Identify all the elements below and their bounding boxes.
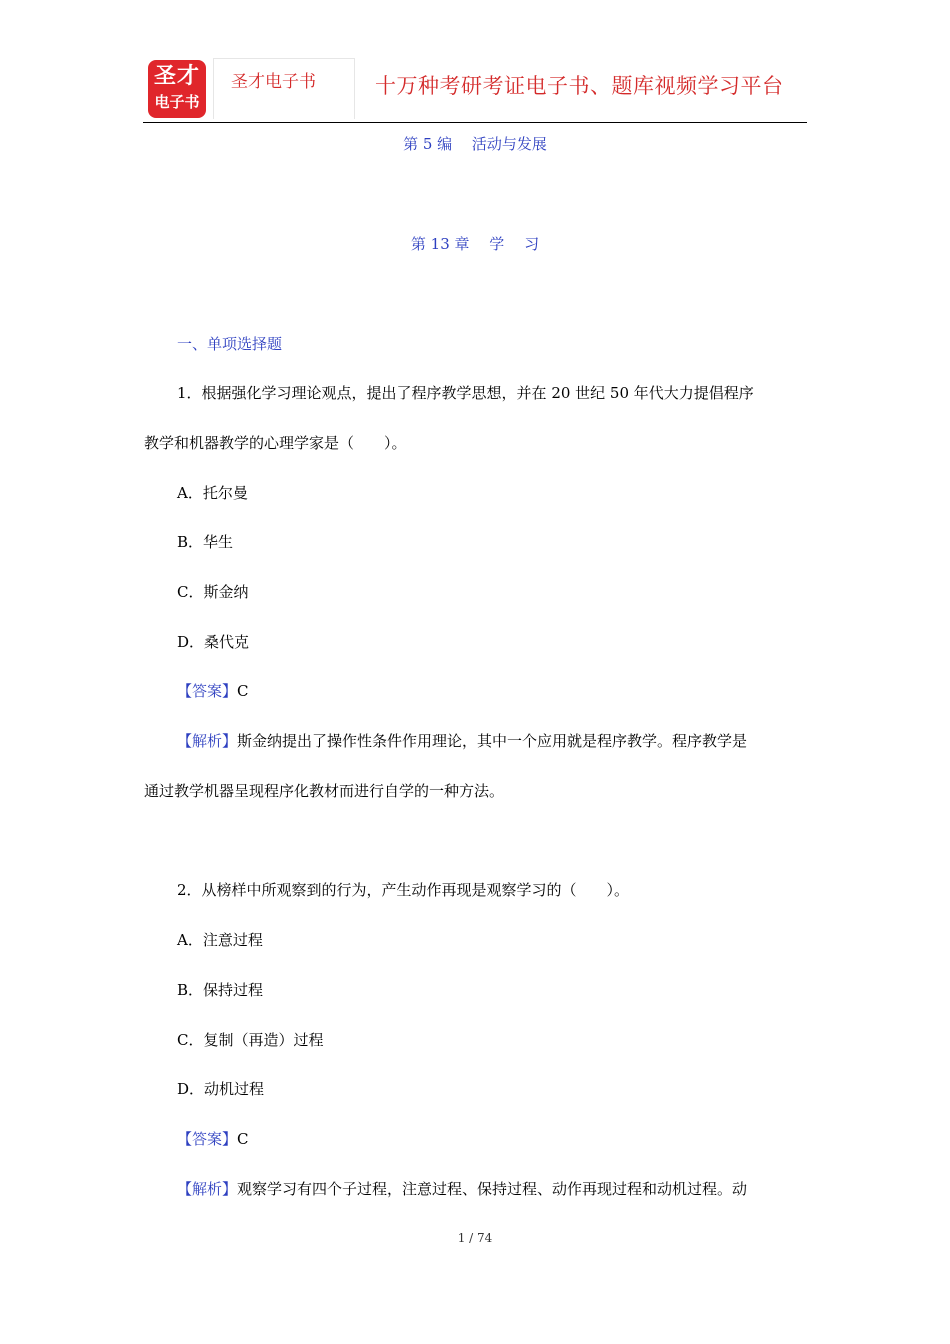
brand-name: 圣才电子书 xyxy=(231,72,316,92)
shengcai-logo-icon xyxy=(148,60,206,118)
q1-answer xyxy=(177,681,249,701)
answer-value: C xyxy=(237,682,249,700)
q1-analysis-line1 xyxy=(177,731,747,751)
page-number: 1 / 74 xyxy=(457,1231,493,1245)
q2-option-a: A．注意过程 xyxy=(177,931,263,949)
q2-option-d: D．动机过程 xyxy=(177,1080,265,1098)
q2-answer xyxy=(177,1129,249,1149)
logo-text-bottom: 电子书 xyxy=(154,93,200,111)
chapter-title: 第 13 章 学 习 xyxy=(410,235,540,253)
q1-option-d: D．桑代克 xyxy=(177,633,250,651)
q2-option-b: B．保持过程 xyxy=(177,981,264,999)
q2-option-c: C．复制（再造）过程 xyxy=(177,1031,324,1049)
analysis-text: 斯金纳提出了操作性条件作用理论，其中一个应用就是程序教学。程序教学是 xyxy=(237,732,748,750)
q1-stem-line2: 教学和机器教学的心理学家是（ ）。 xyxy=(144,434,407,452)
q1-option-a: A．托尔曼 xyxy=(177,484,248,502)
part-title: 第 5 编 活动与发展 xyxy=(403,135,547,153)
logo-text-top: 圣才 xyxy=(153,64,200,89)
analysis-tag: 【解析】 xyxy=(177,1180,238,1198)
q2-stem-line1: 2．从榜样中所观察到的行为，产生动作再现是观察学习的（ ）。 xyxy=(177,881,630,899)
q1-option-c: C．斯金纳 xyxy=(177,583,249,601)
q2-analysis-line1 xyxy=(177,1179,747,1199)
answer-value: C xyxy=(237,1130,249,1148)
analysis-text: 观察学习有四个子过程，注意过程、保持过程、动作再现过程和动机过程。动 xyxy=(237,1180,748,1198)
answer-tag: 【答案】 xyxy=(177,682,238,700)
header-slogan: 十万种考研考证电子书、题库视频学习平台 xyxy=(375,74,784,98)
answer-tag: 【答案】 xyxy=(177,1130,238,1148)
brand-box xyxy=(213,58,355,119)
section-title: 一、单项选择题 xyxy=(177,335,283,353)
q1-option-b: B．华生 xyxy=(177,533,234,551)
q1-stem-line1: 1．根据强化学习理论观点，提出了程序教学思想，并在 20 世纪 50 年代大力提倡程序 xyxy=(177,384,754,402)
q1-analysis-line2: 通过教学机器呈现程序化教材而进行自学的一种方法。 xyxy=(144,782,505,800)
page-header xyxy=(143,56,807,123)
analysis-tag: 【解析】 xyxy=(177,732,238,750)
